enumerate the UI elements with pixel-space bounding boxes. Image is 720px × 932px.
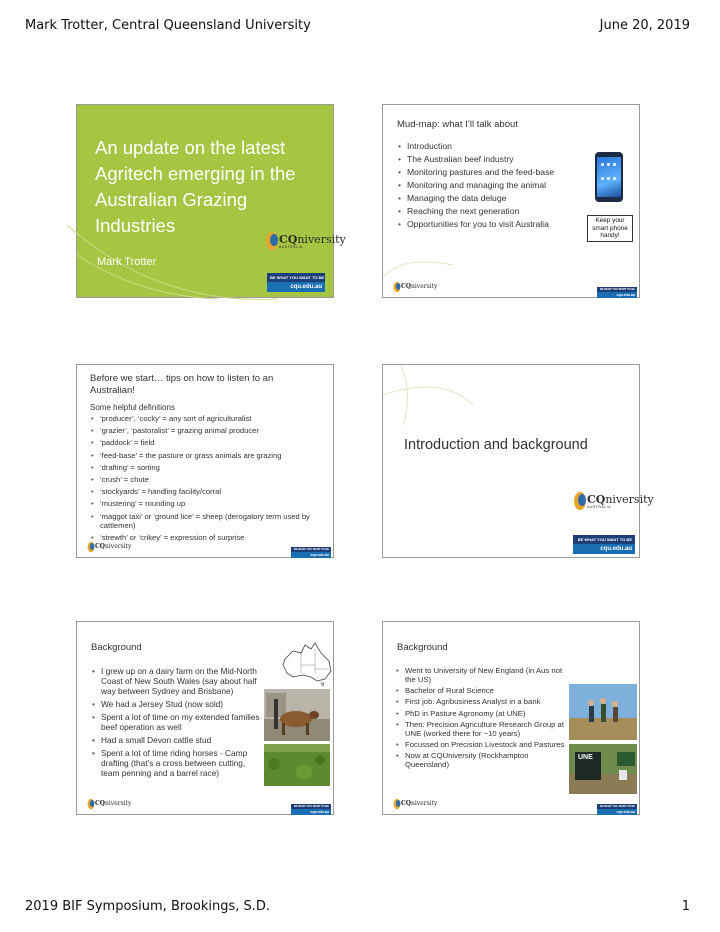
list-item: • First job: Agribusiness Analyst in a bank bbox=[395, 697, 573, 706]
logo-cq: CQ bbox=[587, 492, 606, 506]
slogan-text: BE WHAT YOU WANT TO BE bbox=[293, 805, 329, 808]
list-item: • ‘maggot taxi’ or ‘ground lice’ = sheep (derogatory term used by cattlemen) bbox=[90, 512, 330, 530]
list-item: • ‘producer’, ‘cocky’ = any sort of agriculturalist bbox=[90, 414, 330, 423]
une-sign: UNE bbox=[575, 752, 601, 780]
list-item: • Bachelor of Rural Science bbox=[395, 686, 573, 695]
slogan-text: BE WHAT YOU WANT TO BE bbox=[293, 548, 329, 551]
page-number: 1 bbox=[681, 899, 690, 914]
une-sign-photo bbox=[569, 744, 637, 794]
decorative-curves bbox=[383, 365, 641, 559]
slide-5-background bbox=[76, 621, 334, 815]
slogan-url: cqu.edu.au bbox=[573, 544, 635, 554]
australia-map-icon bbox=[277, 639, 335, 687]
page-header-date: June 20, 2019 bbox=[599, 18, 690, 33]
presentation-author: Mark Trotter bbox=[97, 256, 157, 268]
agenda-list bbox=[397, 141, 575, 232]
logo-sub: AUSTRALIA bbox=[279, 244, 303, 249]
list-item: • Opportunities for you to visit Australia bbox=[397, 219, 575, 229]
slide-3-definitions bbox=[76, 364, 334, 558]
slogan-text: BE WHAT YOU WANT TO BE bbox=[577, 537, 632, 542]
logo-word: niversity bbox=[105, 543, 132, 550]
slide-4-section bbox=[382, 364, 654, 558]
cqu-logo-mark-icon bbox=[393, 798, 401, 810]
slogan-text: BE WHAT YOU WANT TO BE bbox=[270, 275, 325, 280]
logo-word: niversity bbox=[105, 800, 132, 807]
slogan-badge bbox=[597, 287, 637, 298]
devon-cattle-pasture-photo bbox=[264, 744, 330, 786]
slide-2-agenda bbox=[382, 104, 640, 298]
logo-cq: CQ bbox=[95, 543, 106, 550]
definitions-list bbox=[90, 414, 330, 545]
cqu-logo bbox=[573, 491, 654, 511]
slogan-url: cqu.edu.au bbox=[291, 809, 331, 815]
logo-cq: CQ bbox=[401, 283, 412, 290]
list-item: • ‘paddock’ = field bbox=[90, 438, 330, 447]
list-item: • I grew up on a dairy farm on the Mid-North Coast of New South Wales (say about half way between Sydney and Brisbane) bbox=[91, 666, 263, 696]
slogan-url: cqu.edu.au bbox=[291, 552, 331, 558]
slogan-badge bbox=[597, 804, 637, 815]
jersey-cow-photo bbox=[264, 689, 330, 741]
list-item: • Introduction bbox=[397, 141, 575, 151]
slogan-badge bbox=[291, 547, 331, 558]
slide-title: Before we start… tips on how to listen to an Australian! bbox=[90, 373, 274, 396]
slogan-badge bbox=[267, 273, 325, 292]
list-item: • PhD in Pasture Agronomy (at UNE) bbox=[395, 709, 573, 718]
smartphone-icon bbox=[595, 152, 623, 202]
list-item: • Had a small Devon cattle stud bbox=[91, 735, 263, 745]
logo-word: niversity bbox=[605, 492, 654, 506]
list-item: • Monitoring and managing the animal bbox=[397, 180, 575, 190]
list-item: • Now at CQUniversity (Rockhampton Queensland) bbox=[395, 751, 573, 769]
slide-title: Background bbox=[91, 642, 142, 653]
cqu-logo-mark-icon bbox=[265, 231, 279, 251]
slogan-url: cqu.edu.au bbox=[267, 282, 325, 292]
list-item: • Monitoring pastures and the feed-base bbox=[397, 167, 575, 177]
list-item: • ‘drafting’ = sorting bbox=[90, 463, 330, 472]
presentation-title: An update on the latest Agritech emerging in the Australian Grazing Industries bbox=[95, 137, 296, 236]
slogan-url: cqu.edu.au bbox=[597, 809, 637, 815]
slogan-url: cqu.edu.au bbox=[597, 292, 637, 298]
list-item: • ‘grazier’, ‘pastoralist’ = grazing animal producer bbox=[90, 426, 330, 435]
slogan-badge bbox=[291, 804, 331, 815]
logo-word: niversity bbox=[297, 232, 346, 246]
slide-title: Mud-map: what I’ll talk about bbox=[397, 119, 518, 130]
list-item: • The Australian beef industry bbox=[397, 154, 575, 164]
list-item: • ‘feed-base’ = the pasture or grass animals are grazing bbox=[90, 451, 330, 460]
page-header-left: Mark Trotter, Central Queensland University bbox=[25, 18, 311, 33]
list-item: • Spent a lot of time riding horses - Camp drafting (that’s a cross between cutting, team penning and a barrel race) bbox=[91, 748, 263, 778]
list-item: • ‘mustering’ = rounding up bbox=[90, 499, 330, 508]
cqu-logo-small bbox=[87, 798, 131, 810]
cqu-logo-small bbox=[87, 541, 131, 553]
career-list bbox=[395, 666, 573, 771]
phone-callout: Keep your smart phone handy! bbox=[587, 215, 633, 242]
logo-cq: CQ bbox=[401, 800, 412, 807]
logo-cq: CQ bbox=[95, 800, 106, 807]
slide-1-title bbox=[76, 104, 346, 298]
cqu-logo-mark-icon bbox=[393, 281, 401, 293]
field-group-photo bbox=[569, 684, 637, 740]
logo-sub: AUSTRALIA bbox=[587, 504, 611, 509]
list-item: • Spent a lot of time on my extended families beef operation as well bbox=[91, 712, 263, 732]
slide-6-background bbox=[382, 621, 640, 815]
list-item: • Reaching the next generation bbox=[397, 206, 575, 216]
cqu-logo-mark-icon bbox=[573, 491, 587, 511]
logo-word: niversity bbox=[411, 800, 438, 807]
cqu-logo-mark-icon bbox=[87, 798, 95, 810]
section-title: Introduction and background bbox=[404, 437, 588, 453]
list-item: • ‘strewth’ or ‘crikey’ = expression of surprise bbox=[90, 533, 330, 542]
list-item: • Then: Precision Agriculture Research Group at UNE (worked there for ~10 years) bbox=[395, 720, 573, 738]
list-item: • ‘stockyards’ = handling facility/corral bbox=[90, 487, 330, 496]
cqu-logo-small bbox=[393, 281, 437, 293]
list-item: • Focussed on Precision Livestock and Pastures bbox=[395, 740, 573, 749]
list-item: • ‘crush’ = chute bbox=[90, 475, 330, 484]
slogan-text: BE WHAT YOU WANT TO BE bbox=[599, 805, 635, 808]
cqu-logo bbox=[265, 231, 346, 251]
list-item: • We had a Jersey Stud (now sold) bbox=[91, 699, 263, 709]
slide-title: Background bbox=[397, 642, 448, 653]
cqu-logo-mark-icon bbox=[87, 541, 95, 553]
cqu-logo-small bbox=[393, 798, 437, 810]
background-list bbox=[91, 666, 263, 781]
list-item: • Went to University of New England (in Aus not the US) bbox=[395, 666, 573, 684]
slogan-text: BE WHAT YOU WANT TO BE bbox=[599, 288, 635, 291]
page-footer-event: 2019 BIF Symposium, Brookings, S.D. bbox=[25, 899, 271, 914]
logo-cq: CQ bbox=[279, 232, 298, 246]
logo-word: niversity bbox=[411, 283, 438, 290]
slide-subtitle: Some helpful definitions bbox=[90, 403, 175, 412]
list-item: • Managing the data deluge bbox=[397, 193, 575, 203]
slogan-badge bbox=[573, 535, 635, 554]
